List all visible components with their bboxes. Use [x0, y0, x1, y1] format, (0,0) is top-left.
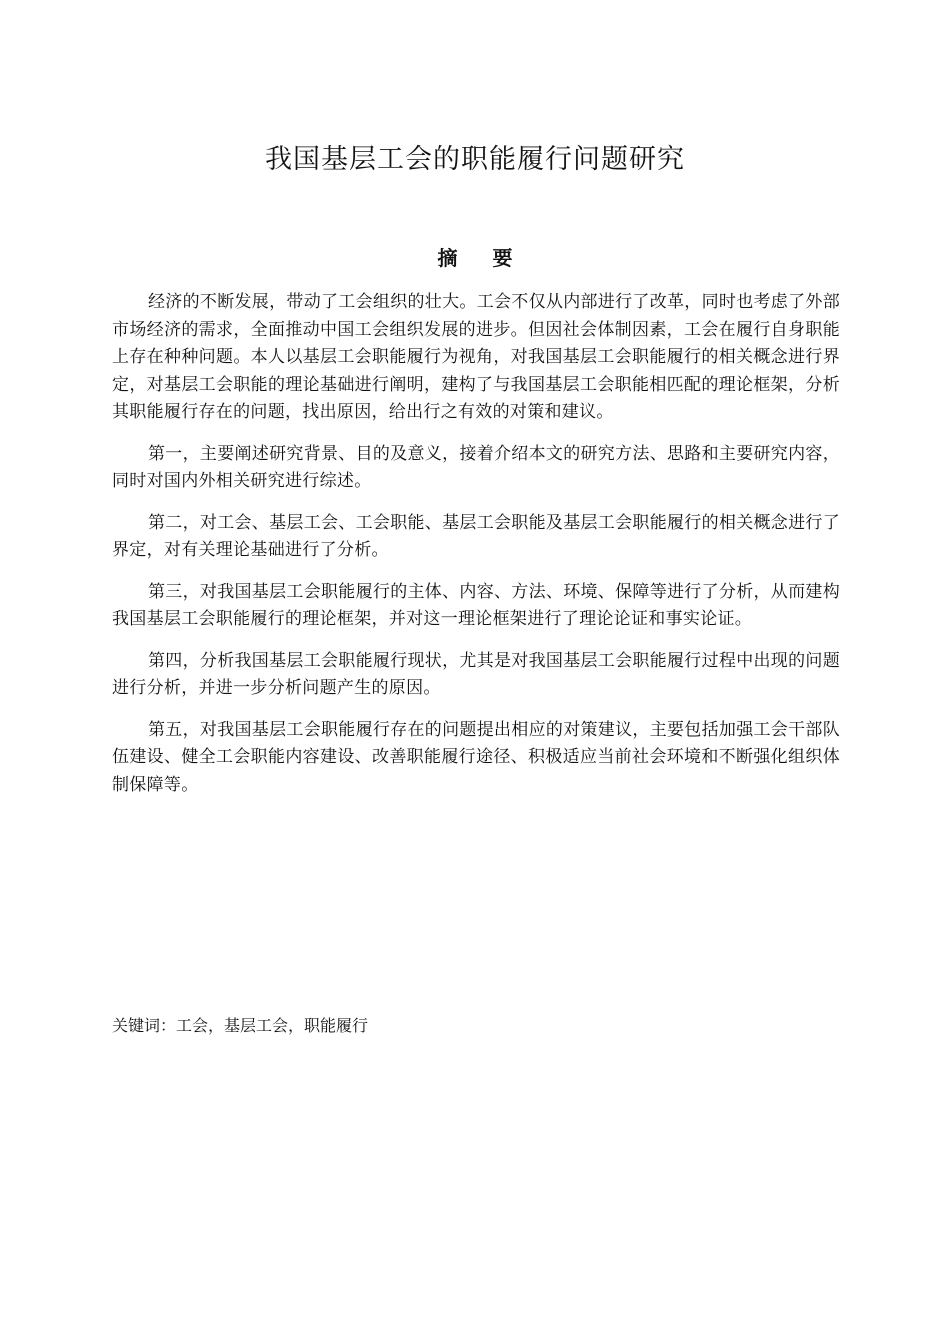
abstract-paragraph-chapter-3: 第三，对我国基层工会职能履行的主体、内容、方法、环境、保障等进行了分析，从而建构我国基层工会职能履行的理论框架，并对这一理论框架进行了理论论证和事实论证。 [112, 581, 840, 629]
abstract-paragraph-chapter-1: 第一，主要阐述研究背景、目的及意义，接着介绍本文的研究方法、思路和主要研究内容，同时对国内外相关研究进行综述。 [112, 443, 840, 491]
abstract-paragraph-chapter-5: 第五，对我国基层工会职能履行存在的问题提出相应的对策建议，主要包括加强工会干部队伍建设、健全工会职能内容建设、改善职能履行途径、积极适应当前社会环境和不断强化组织体制保障等。 [112, 719, 840, 795]
abstract-body [112, 289, 840, 813]
abstract-heading: 摘 要 [437, 246, 527, 270]
abstract-paragraph-chapter-4: 第四，分析我国基层工会职能履行现状，尤其是对我国基层工会职能履行过程中出现的问题进行分析，并进一步分析问题产生的原因。 [112, 650, 840, 698]
abstract-paragraph-chapter-2: 第二，对工会、基层工会、工会职能、基层工会职能及基层工会职能履行的相关概念进行了界定，对有关理论基础进行了分析。 [112, 512, 840, 560]
abstract-paragraph-intro: 经济的不断发展，带动了工会组织的壮大。工会不仅从内部进行了改革，同时也考虑了外部市场经济的需求，全面推动中国工会组织发展的进步。但因社会体制因素，工会在履行自身职能上存在种种问题。本人以基层工会职能履行为视角，对我国基层工会职能履行的相关概念进行界定，对基层工会职能的理论基础进行阐明，建构了与我国基层工会职能相匹配的理论框架，分析其职能履行存在的问题，找出原因，给出行之有效的对策和建议。 [112, 292, 840, 422]
keywords-line: 关键词：工会，基层工会，职能履行 [112, 1016, 369, 1035]
document-title: 我国基层工会的职能履行问题研究 [265, 144, 685, 175]
